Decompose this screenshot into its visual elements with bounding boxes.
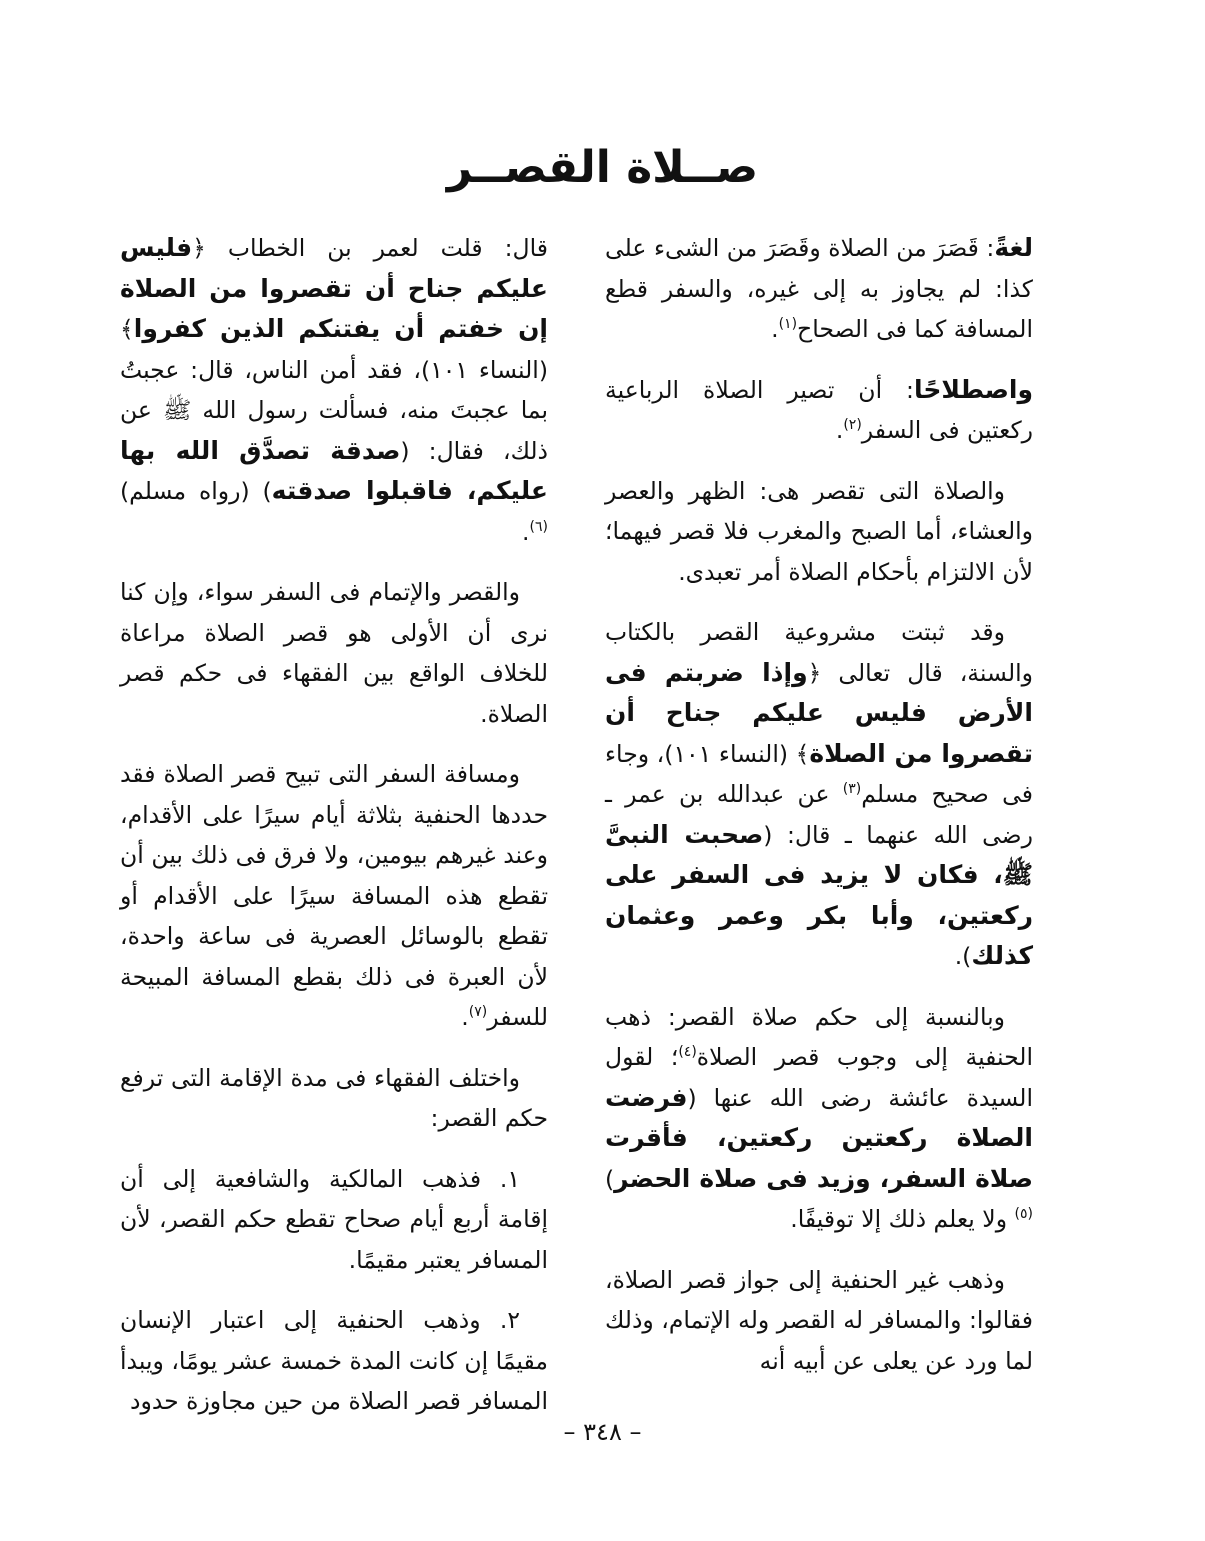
hadith-quote: صدقة تصدَّق الله بها عليكم، فاقبلوا صدقته: [120, 435, 548, 505]
footnote-ref: (١): [778, 316, 798, 333]
term-lughatan: لغةً: [994, 233, 1033, 262]
hadith-quote: فرضت الصلاة ركعتين ركعتين، فأقرت صلاة السفر، وزيد فى صلاة الحضر: [605, 1082, 1033, 1193]
paragraph-text: ) (رواه مسلم): [120, 477, 272, 505]
quran-quote: وإذا ضربتم فى الأرض فليس عليكم جناح أن تقصروا من الصلاة: [605, 657, 1034, 768]
page-title: صــلاة القصــر: [446, 142, 759, 193]
paragraph-text: عن عبدالله بن عمر ـ رضى الله عنهما ـ قال: (: [605, 780, 1033, 849]
paragraph-text: قال: قلت لعمر بن الخطاب ﴿: [192, 234, 548, 262]
paragraph-text: ).: [954, 942, 972, 970]
paragraph-shortening-equal: والقصر والإتمام فى السفر سواء، وإن كنا نرى أن الأولى هو قصر الصلاة مراعاة للخلاف الواقع بين الفقهاء فى حكم قصر الصلاة.: [120, 578, 548, 728]
footnote-ref: (٢): [843, 417, 862, 434]
footnote-ref: (٧): [468, 1004, 488, 1021]
paragraph-text: وبالنسبة إلى حكم صلاة القصر: ذهب الحنفية إلى وجوب قصر الصلاة: [605, 1002, 1033, 1071]
paragraph-text: ولا يعلم ذلك إلا توقيفًا.: [790, 1205, 1015, 1233]
footnote-ref: (٦): [529, 518, 548, 535]
hadith-quote: صحبت النبىَّ ﷺ، فكان لا يزيد فى السفر على ركعتين، وأبا بكر وعمر وعثمان كذلك: [605, 819, 1033, 970]
paragraph-text: : أن تصير الصلاة الرباعية ركعتين فى السفر: [605, 375, 1033, 444]
paragraph-which-prayers: والصلاة التى تقصر هى: الظهر والعصر والعشاء، أما الصبح والمغرب فلا قصر فيهما؛ لأن الالتزام بأحكام الصلاة أمر تعبدى.: [605, 476, 1033, 586]
paragraph-text: ؛ لقول السيدة عائشة رضى الله عنها (: [605, 1043, 1033, 1112]
paragraph-text: ومسافة السفر التى تبيح قصر الصلاة فقد حددها الحنفية بثلاثة أيام سيرًا على الأقدام، وعند غيرهم بيومين، ولا فرق فى ذلك بين أن تقطع هذه المسافة سيرًا على الأقدام أو تقطع بالوسائل العصرية فى ساعة واحدة، لأن العبرة فى ذلك بقطع المسافة المبيحة للسفر: [120, 760, 548, 1031]
paragraph-ruling-hanafi: [605, 997, 1033, 1240]
left-column: [120, 228, 548, 1442]
paragraph-legitimacy: [605, 612, 1033, 977]
paragraph-text: .: [835, 416, 844, 444]
list-item: ٢. وذهب الحنفية إلى اعتبار الإنسان مقيمًا إن كانت المدة خمسة عشر يومًا، ويبدأ المسافر قصر الصلاة من حين مجاوزة حدود: [120, 1306, 548, 1415]
paragraph-text: وقد ثبتت مشروعية القصر بالكتاب والسنة، قال تعالى ﴿: [605, 618, 1033, 687]
paragraph-text: ): [605, 1164, 615, 1193]
paragraph-travel-distance: [120, 754, 548, 1038]
footnote-ref: (٤): [678, 1044, 697, 1061]
term-istilahan: واصطلاحًا: [913, 374, 1033, 404]
footnote-ref: (٥): [1014, 1206, 1033, 1223]
footnote-ref: (٣): [842, 781, 862, 798]
paragraph-text: : قَصَرَ من الصلاة وقَصَرَ من الشىء على كذا: لم يجاوز به إلى غيره، والسفر قطع المسافة كما فى الصحاح: [605, 234, 1033, 343]
paragraph-text: ﴾ (النساء ١٠١)، وجاء فى صحيح مسلم: [605, 739, 1033, 808]
paragraph-residence-period: واختلف الفقهاء فى مدة الإقامة التى ترفع حكم القصر:: [120, 1063, 548, 1132]
paragraph-text: .: [461, 1003, 469, 1031]
paragraph-text: ﴾ (النساء ١٠١)، فقد أمن الناس، قال: عجبتُ بما عجبتَ منه، فسألت رسول الله ﷺ عن ذلك، فقال: (: [120, 315, 548, 465]
paragraph-linguistic-definition: [605, 228, 1033, 350]
right-column: [605, 228, 1033, 1401]
paragraph-umar-hadith: [120, 228, 548, 552]
paragraph-text: .: [522, 517, 530, 546]
list-item: ١. فذهب المالكية والشافعية إلى أن إقامة أربع أيام صحاح تقطع حكم القصر، لأن المسافر يعتبر مقيمًا.: [120, 1164, 548, 1274]
page-number: – ٣٤٨ –: [563, 1418, 642, 1446]
quran-quote: فليس عليكم جناح أن تقصروا من الصلاة إن خفتم أن يفتنكم الذين كفروا: [120, 233, 548, 343]
paragraph-text: .: [771, 315, 779, 343]
paragraph-ruling-others: وذهب غير الحنفية إلى جواز قصر الصلاة، فقالوا: والمسافر له القصر وله الإتمام، وذلك لما ورد عن يعلى عن أبيه أنه: [605, 1265, 1033, 1375]
paragraph-technical-definition: [605, 370, 1033, 451]
